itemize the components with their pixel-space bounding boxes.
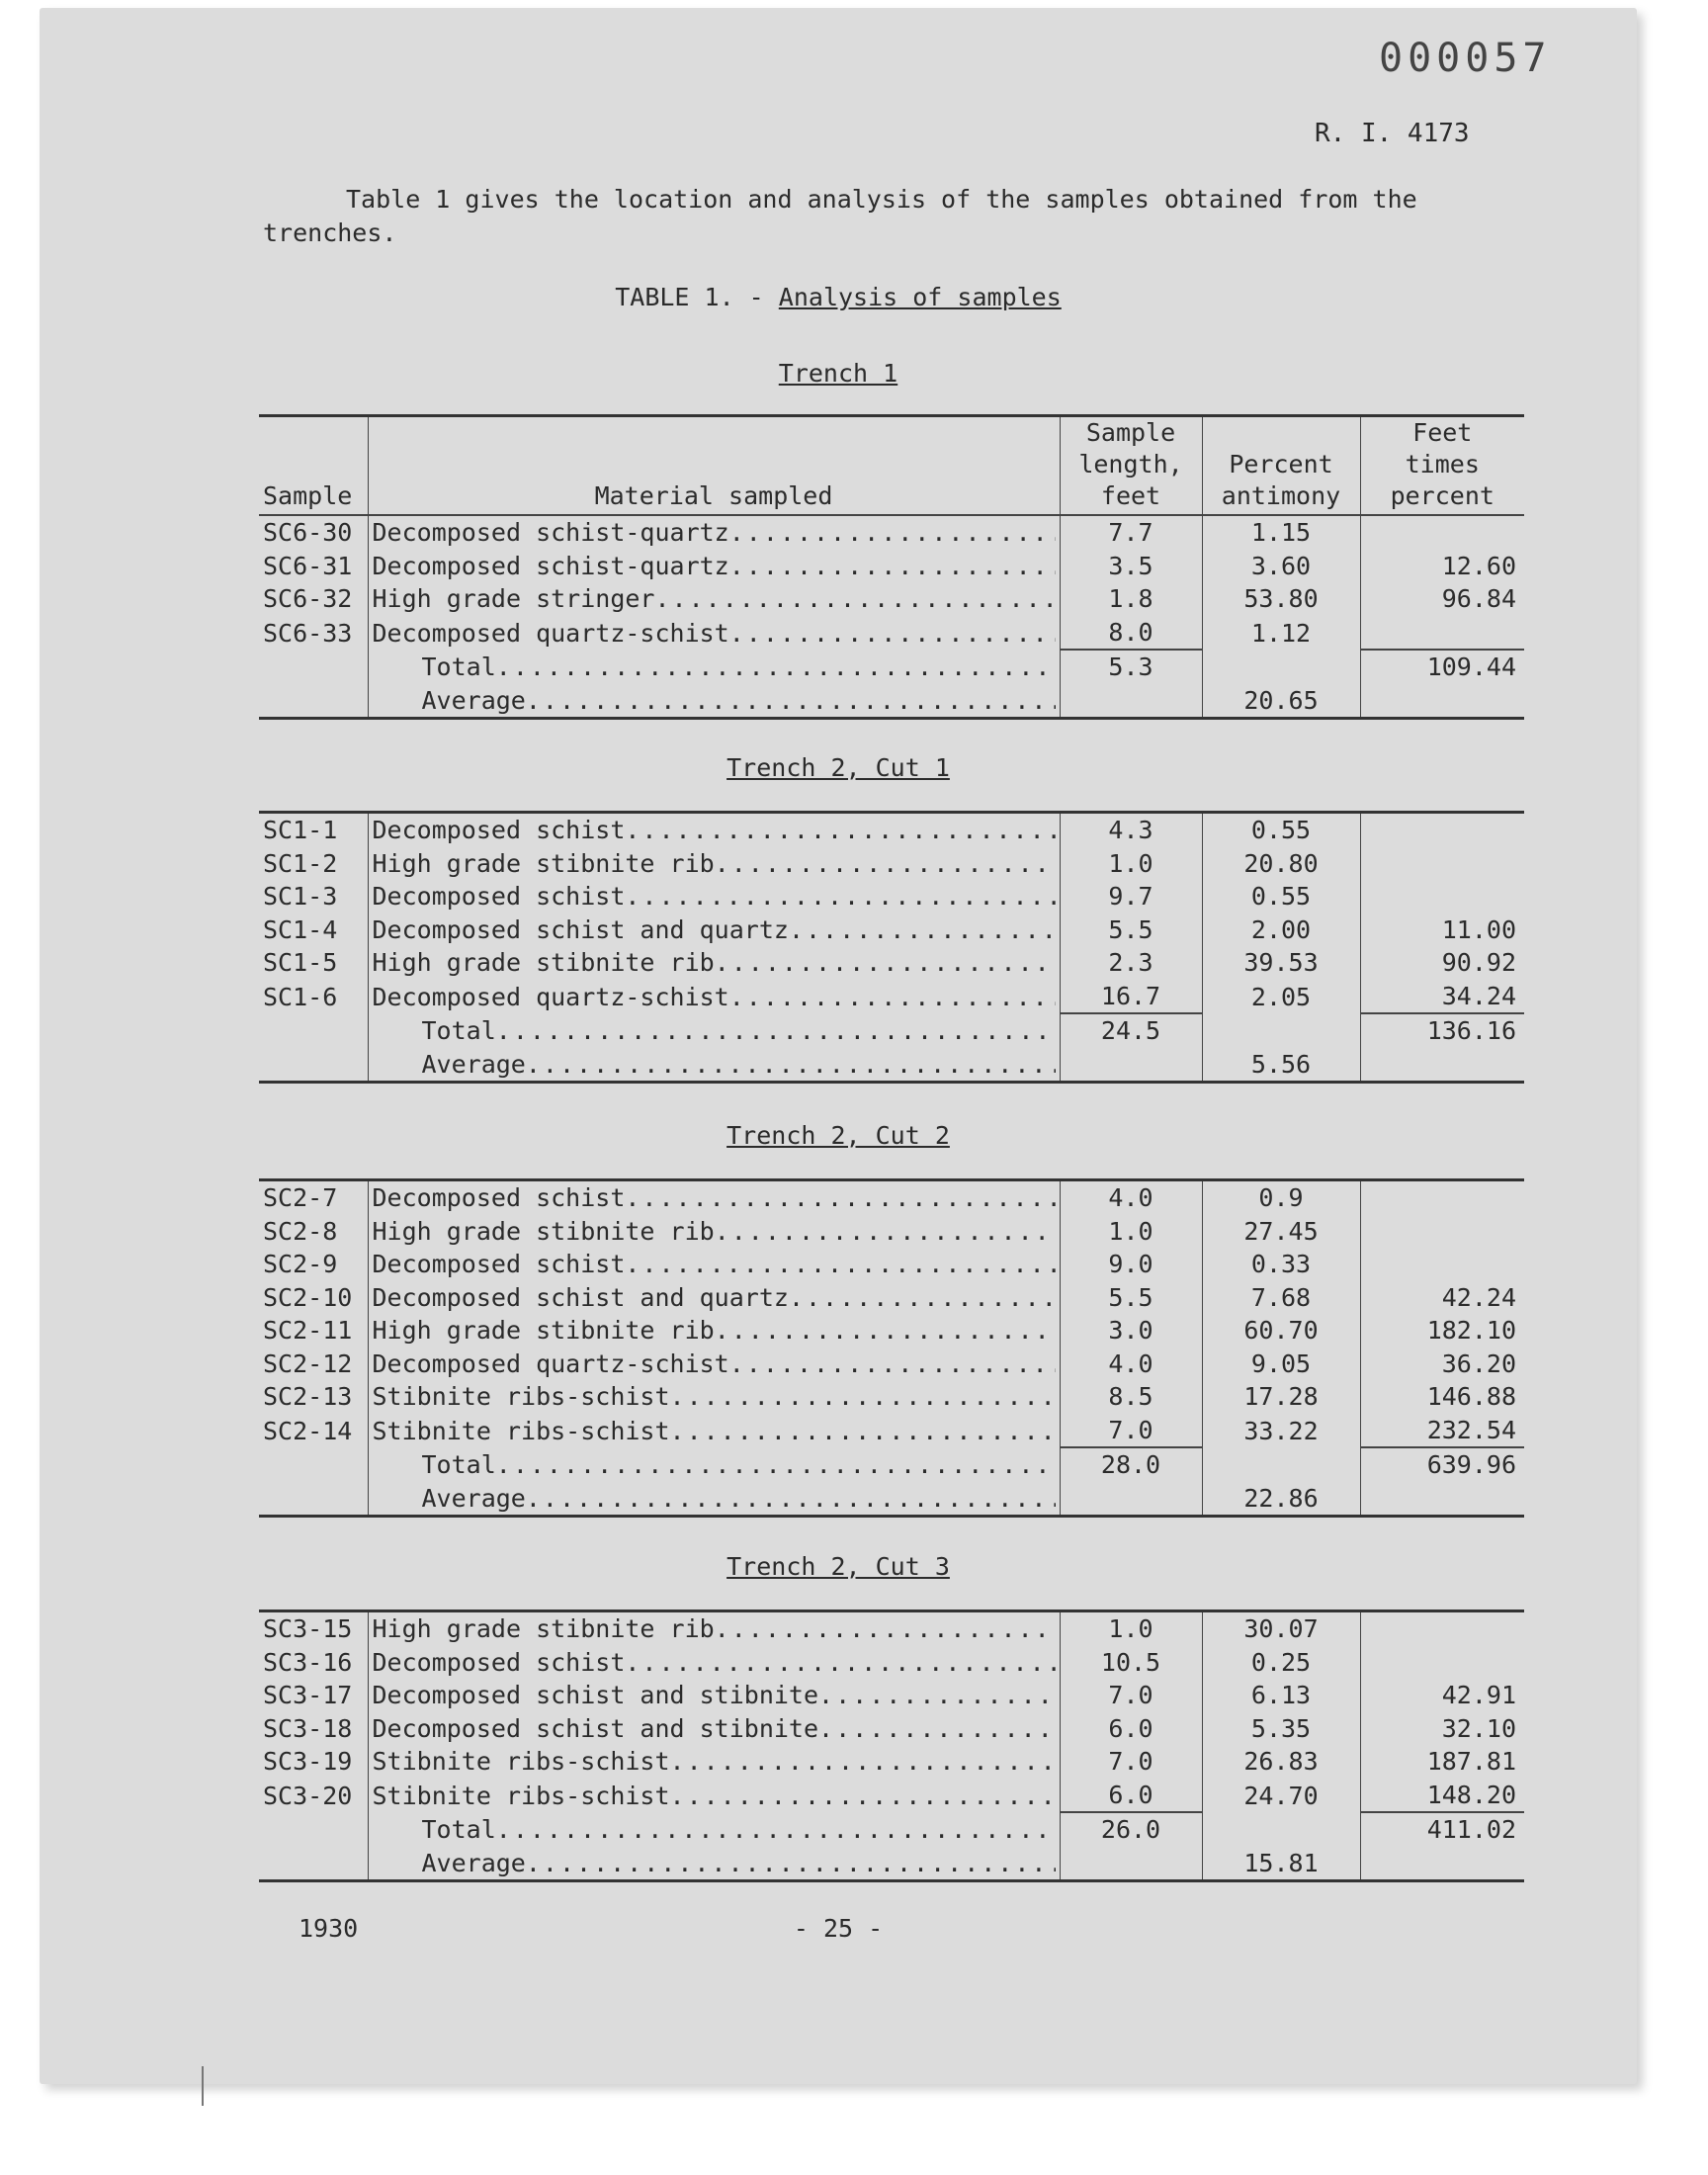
total-label: Total [421,1016,496,1045]
length-cell: 5.5 [1060,914,1202,947]
ftp-cell: 42.91 [1360,1679,1524,1712]
material-text: Decomposed schist [372,1647,626,1677]
total-row [259,1013,1524,1048]
table-row [259,814,1524,847]
table-title [40,283,1637,311]
sample-id: SC6-32 [263,584,353,613]
percent-cell: 39.53 [1202,946,1360,980]
total-ftp: 136.16 [1360,1013,1524,1048]
ftp-cell [1360,1248,1524,1281]
sample-id: SC2-10 [263,1282,353,1312]
ftp-cell: 36.20 [1360,1348,1524,1381]
sample-id: SC3-15 [263,1614,353,1643]
percent-cell: 0.55 [1202,880,1360,914]
report-reference: R. I. 4173 [1315,119,1470,148]
section-title: Trench 2, Cut 1 [726,753,950,782]
table-row [259,1314,1524,1348]
document-page [40,8,1637,2084]
material-cell [368,1248,1060,1281]
material-cell [368,1181,1060,1215]
table-row [259,1612,1524,1646]
percent-cell: 0.9 [1202,1181,1360,1215]
material-text: Decomposed quartz-schist [372,1348,729,1378]
average-row [259,1482,1524,1516]
total-length: 5.3 [1060,650,1202,684]
length-cell: 7.0 [1060,1414,1202,1448]
ftp-cell: 34.24 [1360,980,1524,1014]
sample-id: SC3-20 [263,1781,353,1810]
percent-cell: 20.80 [1202,847,1360,881]
length-cell: 9.7 [1060,880,1202,914]
ftp-cell [1360,1215,1524,1249]
header-sample: Sample [263,481,353,510]
sample-id: SC2-8 [263,1216,338,1246]
sample-id: SC2-9 [263,1250,338,1278]
material-cell [368,1646,1060,1680]
section-table [259,1178,1524,1518]
material-cell [368,1414,1060,1448]
ftp-cell: 182.10 [1360,1314,1524,1348]
material-text: Decomposed schist and stibnite [372,1713,819,1743]
length-cell: 2.3 [1060,946,1202,980]
ftp-cell: 187.81 [1360,1745,1524,1779]
percent-cell: 53.80 [1202,582,1360,616]
material-cell [368,914,1060,947]
total-label-cell [368,650,1060,684]
material-cell [368,1712,1060,1746]
table-row [259,1712,1524,1746]
material-cell [368,946,1060,980]
ftp-cell: 42.24 [1360,1281,1524,1315]
percent-cell: 7.68 [1202,1281,1360,1315]
total-row [259,1812,1524,1847]
material-text: Decomposed schist-quartz [372,518,729,547]
material-text: Stibnite ribs-schist [372,1781,670,1810]
material-cell [368,1612,1060,1646]
total-label: Total [421,1450,496,1479]
ftp-cell [1360,1646,1524,1680]
material-cell [368,1348,1060,1381]
section-title: Trench 2, Cut 3 [726,1552,950,1581]
percent-cell: 17.28 [1202,1380,1360,1414]
average-label: Average [421,1483,526,1513]
table-row [259,946,1524,980]
ftp-cell [1360,880,1524,914]
percent-cell: 1.12 [1202,616,1360,651]
material-cell [368,880,1060,914]
average-label-cell [368,684,1060,718]
material-text: Decomposed schist and quartz [372,1282,789,1312]
table-row [259,1181,1524,1215]
length-cell: 1.0 [1060,1215,1202,1249]
header-length: Sample length, feet [1060,417,1202,515]
length-cell: 4.3 [1060,814,1202,847]
total-length: 28.0 [1060,1447,1202,1482]
ftp-cell: 11.00 [1360,914,1524,947]
sample-id: SC2-14 [263,1416,353,1445]
ftp-cell: 232.54 [1360,1414,1524,1448]
material-text: High grade stibnite rib [372,1216,715,1246]
material-text: Stibnite ribs-schist [372,1416,670,1445]
total-label: Total [421,1815,496,1844]
table-row [259,1679,1524,1712]
sample-id: SC1-3 [263,882,338,911]
header-feet-times-percent: Feet times percent [1360,417,1524,515]
sample-id: SC3-17 [263,1681,353,1709]
percent-cell: 30.07 [1202,1612,1360,1646]
material-text: Decomposed quartz-schist [372,982,729,1011]
average-label: Average [421,1848,526,1877]
length-cell: 16.7 [1060,980,1202,1014]
material-text: Decomposed schist [372,1183,626,1212]
footer-year: 1930 [299,1914,359,1943]
table-row [259,582,1524,616]
material-text: Decomposed schist [372,1250,626,1278]
table-row [259,616,1524,651]
sample-id: SC3-19 [263,1747,353,1776]
sample-id: SC2-12 [263,1348,353,1378]
ftp-cell: 32.10 [1360,1712,1524,1746]
percent-cell: 3.60 [1202,550,1360,583]
ftp-cell: 146.88 [1360,1380,1524,1414]
length-cell: 6.0 [1060,1779,1202,1813]
table-row [259,880,1524,914]
percent-cell: 9.05 [1202,1348,1360,1381]
material-text: High grade stringer [372,584,655,613]
section-table [259,811,1524,1084]
length-cell: 1.0 [1060,1612,1202,1646]
length-cell: 9.0 [1060,1248,1202,1281]
length-cell: 4.0 [1060,1348,1202,1381]
ftp-cell: 12.60 [1360,550,1524,583]
percent-cell: 0.55 [1202,814,1360,847]
table-row [259,1646,1524,1680]
percent-cell: 5.35 [1202,1712,1360,1746]
total-label: Total [421,652,496,681]
section-title: Trench 1 [778,359,898,388]
length-cell: 4.0 [1060,1181,1202,1215]
percent-cell: 33.22 [1202,1414,1360,1448]
total-length: 24.5 [1060,1013,1202,1048]
length-cell: 1.8 [1060,582,1202,616]
percent-cell: 0.33 [1202,1248,1360,1281]
length-cell: 3.0 [1060,1314,1202,1348]
percent-cell: 2.05 [1202,980,1360,1014]
average-percent: 22.86 [1202,1482,1360,1516]
header-material: Material sampled [368,417,1060,515]
ftp-cell [1360,616,1524,651]
table-row [259,515,1524,550]
length-cell: 7.0 [1060,1745,1202,1779]
ftp-cell: 148.20 [1360,1779,1524,1813]
material-text: High grade stibnite rib [372,1614,715,1643]
sample-id: SC2-13 [263,1382,353,1411]
table-row [259,847,1524,881]
ftp-cell [1360,515,1524,550]
total-label-cell [368,1013,1060,1048]
length-cell: 7.0 [1060,1679,1202,1712]
total-row [259,650,1524,684]
length-cell: 1.0 [1060,847,1202,881]
sample-id: SC1-2 [263,848,338,878]
average-label-cell [368,1847,1060,1880]
material-text: High grade stibnite rib [372,848,715,878]
material-cell [368,980,1060,1014]
material-cell [368,847,1060,881]
ftp-cell [1360,847,1524,881]
material-cell [368,1779,1060,1813]
sample-id: SC1-5 [263,948,338,977]
material-cell [368,582,1060,616]
section-table [259,1610,1524,1882]
header-percent: Percent antimony [1202,417,1360,515]
section-title: Trench 2, Cut 2 [726,1121,950,1150]
table-row [259,1779,1524,1813]
sample-id: SC6-31 [263,551,353,580]
average-row [259,684,1524,718]
table-row [259,550,1524,583]
table-row [259,1215,1524,1249]
average-row [259,1847,1524,1880]
percent-cell: 1.15 [1202,515,1360,550]
intro-paragraph: Table 1 gives the location and analysis of the samples obtained from the trenches. [263,185,1417,247]
page-number: - 25 - [793,1914,884,1943]
material-text: Decomposed schist [372,816,626,844]
table-row [259,1248,1524,1281]
material-cell [368,1679,1060,1712]
average-label: Average [421,1049,526,1079]
sample-id: SC6-33 [263,618,353,648]
total-ftp: 109.44 [1360,650,1524,684]
sample-id: SC1-4 [263,914,338,944]
total-ftp: 411.02 [1360,1812,1524,1847]
sample-id: SC1-6 [263,982,338,1011]
material-text: Stibnite ribs-schist [372,1747,670,1776]
material-cell [368,1380,1060,1414]
percent-cell: 24.70 [1202,1779,1360,1813]
length-cell: 5.5 [1060,1281,1202,1315]
average-row [259,1048,1524,1082]
length-cell: 3.5 [1060,550,1202,583]
length-cell: 8.5 [1060,1380,1202,1414]
length-cell: 10.5 [1060,1646,1202,1680]
ftp-cell [1360,814,1524,847]
average-label-cell [368,1482,1060,1516]
percent-cell: 2.00 [1202,914,1360,947]
material-cell [368,515,1060,550]
total-label-cell [368,1447,1060,1482]
material-cell [368,1281,1060,1315]
sample-id: SC1-1 [263,816,338,844]
material-text: High grade stibnite rib [372,1316,715,1345]
material-text: Decomposed schist-quartz [372,551,729,580]
scan-edge-mark [202,2066,204,2106]
table-row [259,1281,1524,1315]
material-text: Decomposed quartz-schist [372,618,729,648]
material-text: Decomposed schist [372,882,626,911]
sample-id: SC3-16 [263,1647,353,1677]
total-length: 26.0 [1060,1812,1202,1847]
sample-id: SC2-11 [263,1316,353,1345]
average-percent: 5.56 [1202,1048,1360,1082]
percent-cell: 27.45 [1202,1215,1360,1249]
percent-cell: 26.83 [1202,1745,1360,1779]
table-row [259,1745,1524,1779]
material-cell [368,1215,1060,1249]
ftp-cell [1360,1612,1524,1646]
material-cell [368,814,1060,847]
table-row [259,1414,1524,1448]
average-percent: 15.81 [1202,1847,1360,1880]
material-text: Decomposed schist and quartz [372,914,789,944]
document-number: 000057 [1379,36,1552,81]
ftp-cell: 90.92 [1360,946,1524,980]
average-label-cell [368,1048,1060,1082]
total-row [259,1447,1524,1482]
material-cell [368,550,1060,583]
ftp-cell: 96.84 [1360,582,1524,616]
material-cell [368,1314,1060,1348]
table-row [259,1348,1524,1381]
material-text: High grade stibnite rib [372,948,715,977]
material-cell [368,616,1060,651]
percent-cell: 6.13 [1202,1679,1360,1712]
material-text: Decomposed schist and stibnite [372,1681,819,1709]
sample-id: SC6-30 [263,518,353,547]
total-ftp: 639.96 [1360,1447,1524,1482]
sample-id: SC2-7 [263,1183,338,1212]
table-title-main: Analysis of samples [778,283,1062,311]
material-text: Stibnite ribs-schist [372,1382,670,1411]
length-cell: 8.0 [1060,616,1202,651]
average-label: Average [421,685,526,715]
length-cell: 7.7 [1060,515,1202,550]
percent-cell: 0.25 [1202,1646,1360,1680]
material-cell [368,1745,1060,1779]
table-row [259,980,1524,1014]
table-row [259,1380,1524,1414]
sample-id: SC3-18 [263,1713,353,1743]
table-title-prefix: TABLE 1. - [615,283,779,311]
total-label-cell [368,1812,1060,1847]
section-table [259,414,1524,720]
ftp-cell [1360,1181,1524,1215]
table-row [259,914,1524,947]
length-cell: 6.0 [1060,1712,1202,1746]
average-percent: 20.65 [1202,684,1360,718]
percent-cell: 60.70 [1202,1314,1360,1348]
